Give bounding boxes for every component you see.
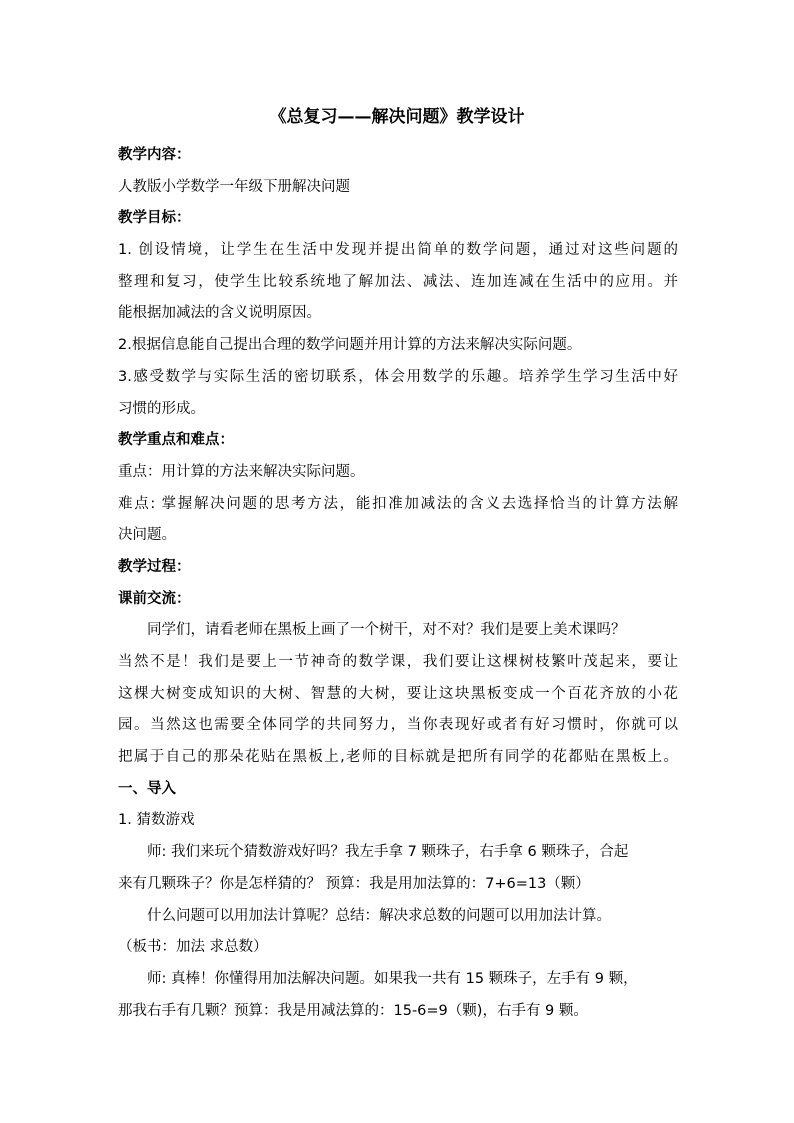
- paragraph-line: 来有几颗珠子？你是怎样猜的？ 预算：我是用加法算的：7+6=13（颗）: [118, 875, 590, 892]
- heading-introduction: 一、导入: [118, 780, 176, 797]
- paragraph-line: 能根据加减法的含义说明原因。: [118, 305, 321, 322]
- heading-pre-class: 课前交流：: [118, 590, 191, 607]
- paragraph-line: 人教版小学数学一年级下册解决问题: [118, 178, 350, 195]
- document-body: [118, 140, 678, 1027]
- paragraph-line: 师: 我们来玩个猜数游戏好吗？我左手拿 7 颗珠子，右手拿 6 颗珠子，合起: [147, 844, 629, 861]
- paragraph-line: 那我右手有几颗？预算：我是用减法算的：15-6=9（颗)，右手有 9 颗。: [118, 1002, 588, 1019]
- paragraph-line: 同学们，请看老师在黑板上画了一个树干，对不对？我们是要上美术课吗？: [147, 622, 626, 639]
- paragraph-line: 园。当然这也需要全体同学的共同努力，当你表现好或者有好习惯时，你就可以: [118, 717, 678, 734]
- paragraph-line: 这棵大树变成知识的大树、智慧的大树，要让这块黑板变成一个百花齐放的小花: [118, 685, 678, 702]
- paragraph-line: 决问题。: [118, 527, 176, 544]
- paragraph-line: 1. 猜数游戏: [118, 812, 195, 829]
- paragraph-line: 什么问题可以用加法计算呢？总结：解决求总数的问题可以用加法计算。: [147, 907, 611, 924]
- heading-teaching-goals: 教学目标：: [118, 210, 191, 227]
- paragraph-line: 习惯的形成。: [118, 400, 205, 417]
- paragraph-line: 难点: 掌握解决问题的思考方法，能扣准加减法的含义去选择恰当的计算方法解: [118, 495, 678, 512]
- heading-teaching-content: 教学内容：: [118, 147, 191, 163]
- paragraph-line: 师: 真棒！你懂得用加法解决问题。如果我一共有 15 颗珠子，左手有 9 颗，: [147, 970, 638, 987]
- document-title: 《总复习——解决问题》教学设计: [269, 107, 525, 127]
- paragraph-line: 把属于自己的那朵花贴在黑板上,老师的目标就是把所有同学的花都贴在黑板上。: [118, 749, 678, 766]
- paragraph-line: 2.根据信息能自己提出合理的数学问题并用计算的方法来解决实际问题。: [118, 337, 582, 354]
- paragraph-line: 1. 创设情境，让学生在生活中发现并提出简单的数学问题，通过对这些问题的: [118, 242, 678, 259]
- paragraph-line: （板书：加法 求总数）: [118, 939, 268, 956]
- heading-key-points: 教学重点和难点：: [118, 432, 234, 449]
- paragraph-line: 当然不是！我们是要上一节神奇的数学课，我们要让这棵树枝繁叶茂起来，要让: [118, 654, 678, 670]
- paragraph-line: 重点：用计算的方法来解决实际问题。: [118, 463, 365, 480]
- paragraph-line: 3.感受数学与实际生活的密切联系，体会用数学的乐趣。培养学生学习生活中好: [118, 368, 678, 385]
- heading-teaching-process: 教学过程：: [118, 558, 191, 575]
- paragraph-line: 整理和复习，使学生比较系统地了解加法、减法、连加连减在生活中的应用。并: [118, 273, 678, 290]
